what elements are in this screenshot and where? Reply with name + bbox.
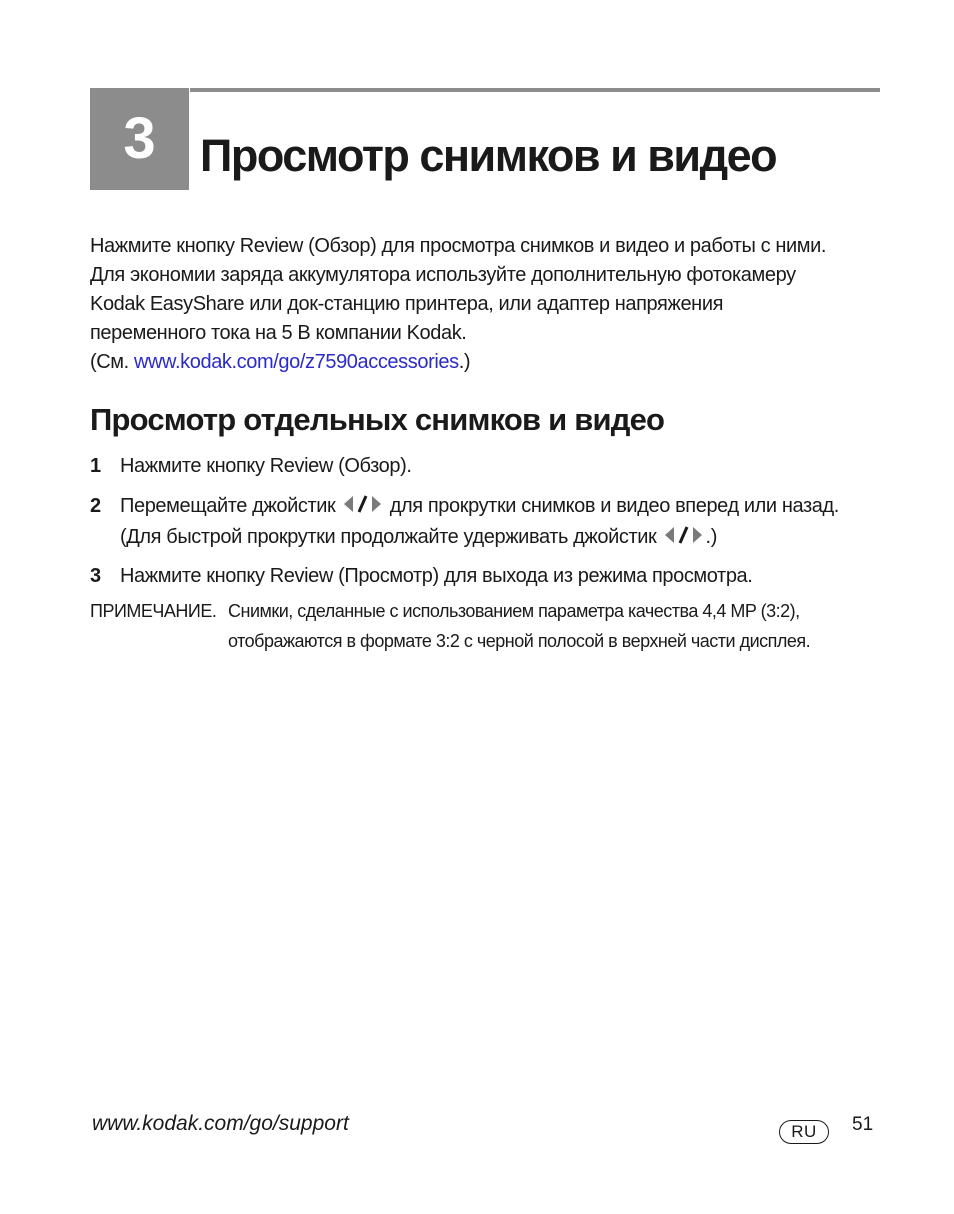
note-line: Снимки, сделанные с использованием параметра качества 4,4 MP (3:2), <box>228 601 800 621</box>
intro-line: Kodak EasyShare или док-станцию принтера, или адаптер напряжения <box>90 293 724 315</box>
intro-line: переменного тока на 5 В компании Kodak. <box>90 322 467 344</box>
language-badge: RU <box>779 1120 829 1144</box>
intro-paragraph <box>90 232 890 377</box>
section-title: Просмотр отдельных снимков и видео <box>90 402 665 437</box>
step-text: для прокрутки снимков и видео вперед или назад. <box>384 495 839 517</box>
step-text: Нажмите кнопку Review (Просмотр) для выхода из режима просмотра. <box>120 565 753 587</box>
note-label: ПРИМЕЧАНИЕ. <box>90 601 217 621</box>
chapter-number: 3 <box>123 106 156 171</box>
step-number: 2 <box>90 495 101 517</box>
step-text: .) <box>705 526 717 548</box>
step-2 <box>90 492 890 554</box>
intro-line: Нажмите кнопку Review (Обзор) для просмотра снимков и видео и работы с ними. <box>90 235 827 257</box>
note-block <box>90 596 910 656</box>
step-number: 1 <box>90 455 101 477</box>
intro-line: Для экономии заряда аккумулятора используйте дополнительную фотокамеру <box>90 264 796 286</box>
joystick-left-right-icon <box>663 525 705 554</box>
chapter-top-rule <box>190 88 880 92</box>
chapter-title: Просмотр снимков и видео <box>200 130 777 181</box>
step-1 <box>90 452 890 481</box>
footer-support-link[interactable]: www.kodak.com/go/support <box>92 1112 349 1135</box>
chapter-number-box <box>90 88 189 190</box>
note-line: отображаются в формате 3:2 с черной полосой в верхней части дисплея. <box>228 631 811 651</box>
page-number: 51 <box>852 1114 874 1135</box>
step-text: Перемещайте джойстик <box>120 495 341 517</box>
step-number: 3 <box>90 565 101 587</box>
steps-list <box>90 452 890 591</box>
accessories-link[interactable]: www.kodak.com/go/z7590accessories <box>133 351 459 373</box>
note-text <box>228 596 910 656</box>
step-text: Нажмите кнопку Review (Обзор). <box>120 455 412 477</box>
see-prefix: (См. <box>90 351 134 373</box>
step-3 <box>90 562 890 591</box>
step-text: (Для быстрой прокрутки продолжайте удерживать джойстик <box>120 526 662 548</box>
see-suffix: .) <box>458 351 471 373</box>
joystick-left-right-icon <box>342 494 384 523</box>
step-line <box>120 492 890 523</box>
step-line <box>120 523 890 554</box>
intro-see-line <box>90 348 890 377</box>
